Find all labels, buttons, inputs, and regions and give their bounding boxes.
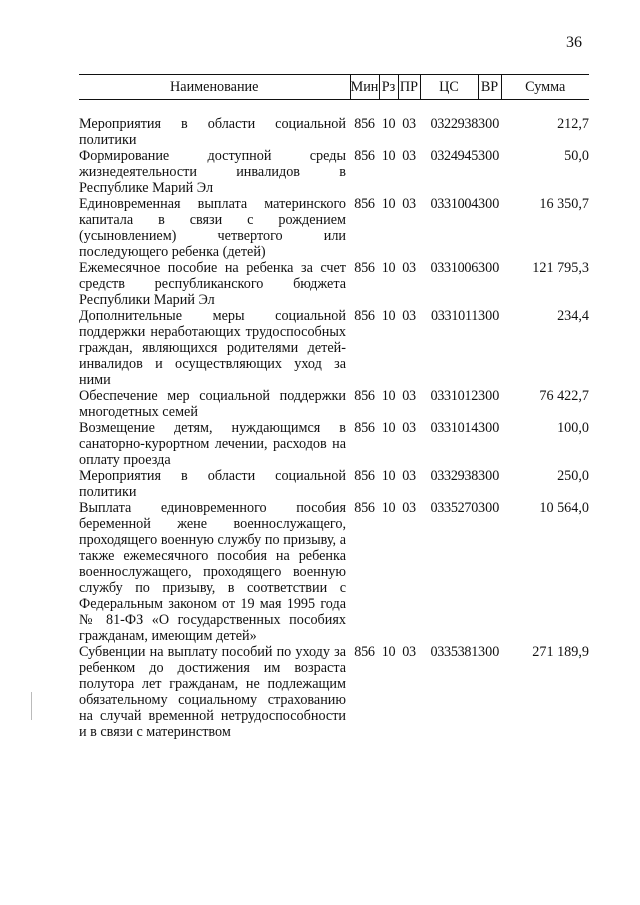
header-sum: Сумма <box>501 75 589 100</box>
cell-vr: 300 <box>478 196 500 212</box>
cell-sum: 271 189,9 <box>532 644 589 660</box>
table-row <box>79 420 589 468</box>
cell-name: Мероприятия в области социальной политики <box>79 116 346 148</box>
cell-pr: 03 <box>402 260 416 276</box>
cell-vr: 300 <box>478 468 500 484</box>
header-rz: Рз <box>379 75 398 100</box>
header-name: Наименование <box>79 75 350 100</box>
cell-pr: 03 <box>402 420 416 436</box>
table-row <box>79 468 589 500</box>
cell-vr: 300 <box>478 420 500 436</box>
cell-rz: 10 <box>381 116 396 132</box>
cell-min: 856 <box>354 148 375 164</box>
cell-name: Обеспечение мер социальной поддержки многодетных семей <box>79 388 346 420</box>
cell-sum: 250,0 <box>557 468 589 484</box>
cell-min: 856 <box>354 260 375 276</box>
cell-rz: 10 <box>381 260 396 276</box>
cell-name: Выплата единовременного пособия беременной жене военнослужащего, проходящего военную службу по призыву, а также ежемесячного пособия на ребенка военнослужащего, проходящего военную службу по призыву, в соответствии с Федеральным законом от 19 мая 1995 года № 81-ФЗ «О государственных пособиях гражданам, имеющим детей» <box>79 500 346 644</box>
cell-rz: 10 <box>381 644 396 660</box>
table-row <box>79 196 589 260</box>
page-number: 36 <box>566 34 582 51</box>
cell-cs: 0332938 <box>430 468 478 484</box>
cell-pr: 03 <box>402 308 416 324</box>
cell-pr: 03 <box>402 644 416 660</box>
cell-name: Субвенции на выплату пособий по уходу за ребенком до достижения им возраста полутора лет гражданам, не подлежащим обязательному социальному страхованию на случай временной нетрудоспособности и в связи с материнством <box>79 644 346 740</box>
cell-name: Формирование доступной среды жизнедеятельности инвалидов в Республике Марий Эл <box>79 148 346 196</box>
cell-rz: 10 <box>381 196 396 212</box>
cell-pr: 03 <box>402 468 416 484</box>
budget-table <box>79 74 589 740</box>
cell-rz: 10 <box>381 308 396 324</box>
cell-pr: 03 <box>402 500 416 516</box>
cell-cs: 0335381 <box>430 644 478 660</box>
cell-min: 856 <box>354 308 375 324</box>
cell-rz: 10 <box>381 468 396 484</box>
cell-sum: 50,0 <box>564 148 589 164</box>
cell-rz: 10 <box>381 420 396 436</box>
cell-sum: 100,0 <box>557 420 589 436</box>
header-pr: ПР <box>398 75 420 100</box>
header-vr: ВР <box>478 75 501 100</box>
cell-sum: 212,7 <box>557 116 589 132</box>
table-row <box>79 148 589 196</box>
cell-min: 856 <box>354 196 375 212</box>
cell-vr: 300 <box>478 644 500 660</box>
cell-pr: 03 <box>402 116 416 132</box>
cell-sum: 10 564,0 <box>539 500 589 516</box>
cell-vr: 300 <box>478 260 500 276</box>
cell-min: 856 <box>354 500 375 516</box>
table-row <box>79 644 589 740</box>
cell-cs: 0331011 <box>430 308 478 324</box>
cell-rz: 10 <box>381 500 396 516</box>
cell-rz: 10 <box>381 148 396 164</box>
table-body <box>79 100 589 741</box>
header-min: Мин <box>350 75 379 100</box>
cell-vr: 300 <box>478 388 500 404</box>
cell-name: Дополнительные меры социальной поддержки неработающих трудоспособных граждан, являющихся родителями детей-инвалидов и осуществляющих уход за ними <box>79 308 346 388</box>
cell-name: Возмещение детям, нуждающимся в санаторно-курортном лечении, расходов на оплату проезда <box>79 420 346 468</box>
cell-name: Единовременная выплата материнского капитала в связи с рождением (усыновлением) четвертого или последующего ребенка (детей) <box>79 196 346 260</box>
cell-vr: 300 <box>478 148 500 164</box>
cell-min: 856 <box>354 468 375 484</box>
margin-mark <box>31 692 32 720</box>
cell-cs: 0331006 <box>430 260 478 276</box>
cell-min: 856 <box>354 116 375 132</box>
cell-min: 856 <box>354 644 375 660</box>
cell-cs: 0331004 <box>430 196 478 212</box>
cell-sum: 234,4 <box>557 308 589 324</box>
cell-sum: 16 350,7 <box>539 196 589 212</box>
cell-cs: 0335270 <box>430 500 478 516</box>
cell-pr: 03 <box>402 148 416 164</box>
table-header-row <box>79 75 589 100</box>
cell-cs: 0322938 <box>430 116 478 132</box>
cell-pr: 03 <box>402 196 416 212</box>
cell-sum: 121 795,3 <box>532 260 589 276</box>
cell-vr: 300 <box>478 116 500 132</box>
cell-vr: 300 <box>478 308 500 324</box>
cell-cs: 0331012 <box>430 388 478 404</box>
cell-sum: 76 422,7 <box>539 388 589 404</box>
cell-vr: 300 <box>478 500 500 516</box>
cell-pr: 03 <box>402 388 416 404</box>
cell-min: 856 <box>354 420 375 436</box>
cell-rz: 10 <box>381 388 396 404</box>
table-row <box>79 100 589 149</box>
table-row <box>79 388 589 420</box>
cell-cs: 0331014 <box>430 420 478 436</box>
table-row <box>79 500 589 644</box>
cell-name: Ежемесячное пособие на ребенка за счет средств республиканского бюджета Республики Марий Эл <box>79 260 346 308</box>
table-row <box>79 260 589 308</box>
cell-min: 856 <box>354 388 375 404</box>
cell-cs: 0324945 <box>430 148 478 164</box>
cell-name: Мероприятия в области социальной политики <box>79 468 346 500</box>
header-cs: ЦС <box>420 75 478 100</box>
table-row <box>79 308 589 388</box>
